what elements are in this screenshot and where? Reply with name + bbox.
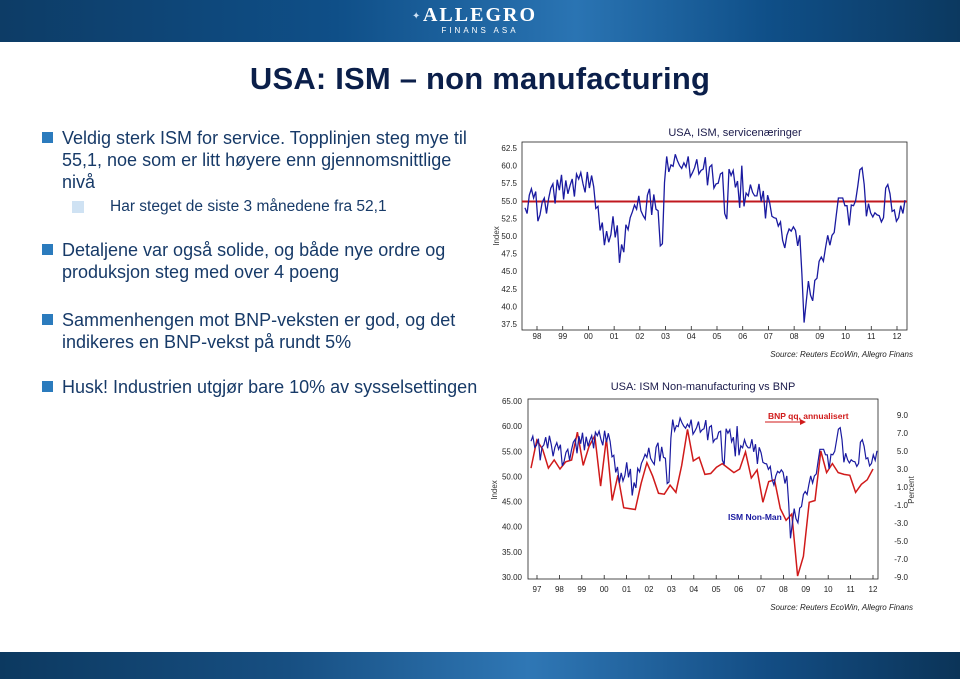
chart2-ylabel: Index [490, 480, 499, 500]
chart1-x-tick-label: 04 [686, 332, 696, 341]
chart2-y2-tick-label: -3.0 [894, 519, 908, 528]
chart1-x-tick-label: 02 [635, 332, 645, 341]
chart2-y2-tick-label: 1.0 [896, 483, 908, 492]
ism-services-chart [485, 120, 925, 365]
chart2-x-tick-label: 09 [801, 585, 811, 594]
chart2-y2-tick-label: -7.0 [894, 555, 908, 564]
sub-bullet-text: Har steget de siste 3 månedene fra 52,1 [110, 198, 387, 215]
chart2-y2-tick-label: -9.0 [894, 573, 908, 582]
chart2-y-tick-label: 60.00 [501, 422, 522, 432]
chart1-y-tick-label: 60.0 [501, 161, 517, 171]
chart2-y2-tick-label: -5.0 [894, 537, 908, 546]
logo-dots-icon: ✦ [412, 11, 421, 22]
chart2-y2label: Percent [907, 476, 916, 504]
sub-bullet [72, 197, 432, 217]
chart2-y-tick-label: 35.00 [501, 547, 522, 557]
chart2-x-tick-label: 11 [846, 585, 855, 594]
chart2-plot-area [528, 399, 878, 579]
bullet-3-text: Sammenhengen mot BNP-veksten er god, og det indikeres en BNP-vekst på rundt 5% [62, 310, 456, 352]
bullet-1-text: Veldig sterk ISM for service. Topplinjen steg mye til 55,1, noe som er litt høyere enn gjennomsnittlige nivå [62, 128, 467, 192]
bullet-1 [42, 127, 482, 193]
chart1-y-tick-label: 40.0 [501, 302, 517, 312]
chart2-x-tick-label: 06 [734, 585, 744, 594]
chart1-x-tick-label: 05 [712, 332, 722, 341]
chart1-x-tick-label: 01 [609, 332, 619, 341]
chart1-series-line [525, 154, 905, 322]
page-title: USA: ISM – non manufacturing [249, 61, 711, 96]
bullet-square-icon [42, 244, 53, 255]
chart1-x-tick-label: 06 [738, 332, 748, 341]
chart2-x-tick-label: 98 [554, 585, 564, 594]
chart2-x-tick-label: 03 [666, 585, 676, 594]
chart2-x-tick-label: 12 [868, 585, 878, 594]
chart2-legend-ism: ISM Non-Man [728, 512, 782, 522]
chart1-title: USA, ISM, servicenæringer [668, 127, 802, 139]
chart2-x-tick-label: 05 [711, 585, 721, 594]
chart2-x-tick-label: 07 [756, 585, 766, 594]
chart2-y-tick-label: 50.00 [501, 472, 522, 482]
chart1-y-tick-label: 37.5 [501, 320, 517, 329]
brand-name: ALLEGRO [422, 4, 538, 26]
chart1-y-tick-label: 55.0 [501, 196, 517, 206]
chart1-x-tick-label: 98 [532, 332, 542, 341]
chart2-y2-tick-label: 9.0 [896, 411, 908, 420]
bullet-3 [42, 309, 482, 353]
chart1-x-tick-label: 07 [763, 332, 773, 341]
chart1-source: Source: Reuters EcoWin, Allegro Finans [770, 350, 913, 359]
chart2-x-tick-label: 02 [644, 585, 654, 594]
chart1-x-tick-label: 11 [867, 332, 876, 341]
chart2-legend-bnp: BNP qq, annualisert [768, 411, 849, 421]
bullet-2-text: Detaljene var også solide, og både nye ordre og produksjon steg med over 4 poeng [62, 240, 446, 282]
bullet-2 [42, 239, 482, 283]
ism-vs-bnp-chart [485, 375, 930, 620]
chart1-x-tick-label: 03 [661, 332, 671, 341]
chart1-x-tick-label: 99 [558, 332, 568, 341]
chart2-bnp-line [531, 429, 873, 576]
bullet-4 [42, 376, 482, 398]
chart2-x-ticks [533, 575, 878, 594]
chart2-y-tick-label: 65.00 [501, 397, 522, 406]
chart2-x-tick-label: 04 [689, 585, 699, 594]
chart1-y-tick-label: 50.0 [501, 232, 517, 241]
allegro-logo [410, 4, 550, 38]
chart1-x-tick-label: 10 [841, 332, 851, 341]
chart2-y2-tick-label: 5.0 [896, 447, 908, 456]
chart1-x-tick-label: 09 [815, 332, 825, 341]
sub-bullet-square-icon [72, 201, 84, 213]
bullet-square-icon [42, 381, 53, 392]
chart2-x-tick-label: 01 [622, 585, 632, 594]
chart2-y2-tick-label: -1.0 [894, 501, 908, 510]
bullet-4-text: Husk! Industrien utgjør bare 10% av sysselsettingen [62, 377, 478, 397]
chart2-y-tick-label: 55.00 [501, 447, 522, 457]
chart1-x-ticks [533, 326, 902, 341]
chart1-plot-area [522, 142, 907, 330]
chart1-ylabel: Index [492, 226, 501, 246]
chart1-y-tick-label: 45.0 [501, 267, 517, 277]
chart2-y2-tick-label: 3.0 [896, 465, 908, 474]
chart2-y-tick-label: 45.00 [501, 497, 522, 507]
chart1-y-tick-label: 47.5 [501, 249, 517, 259]
chart1-y-tick-label: 62.5 [501, 144, 517, 153]
chart2-y-tick-label: 30.00 [501, 573, 522, 582]
chart1-y-ticks [501, 144, 517, 329]
brand-sub: FINANS ASA [441, 26, 519, 35]
chart2-title: USA: ISM Non-manufacturing vs BNP [610, 381, 796, 393]
chart1-y-tick-label: 42.5 [501, 284, 517, 294]
chart2-y-ticks [502, 397, 523, 582]
chart1-x-tick-label: 12 [892, 332, 902, 341]
footer-bar [0, 652, 960, 679]
chart2-x-tick-label: 97 [532, 585, 542, 594]
chart2-y2-tick-label: 7.0 [896, 429, 908, 438]
chart2-x-tick-label: 10 [823, 585, 833, 594]
chart1-x-tick-label: 08 [789, 332, 799, 341]
bullet-square-icon [42, 314, 53, 325]
chart1-y-tick-label: 52.5 [501, 214, 517, 224]
chart2-x-tick-label: 99 [577, 585, 587, 594]
chart2-x-tick-label: 08 [778, 585, 788, 594]
bullet-square-icon [42, 132, 53, 143]
header-bar [0, 0, 960, 42]
chart2-ism-line [531, 418, 877, 538]
chart2-source: Source: Reuters EcoWin, Allegro Finans [770, 603, 913, 612]
chart1-y-tick-label: 57.5 [501, 179, 517, 189]
chart2-x-tick-label: 00 [599, 585, 609, 594]
chart1-x-tick-label: 00 [583, 332, 593, 341]
chart2-y-tick-label: 40.00 [501, 522, 522, 532]
